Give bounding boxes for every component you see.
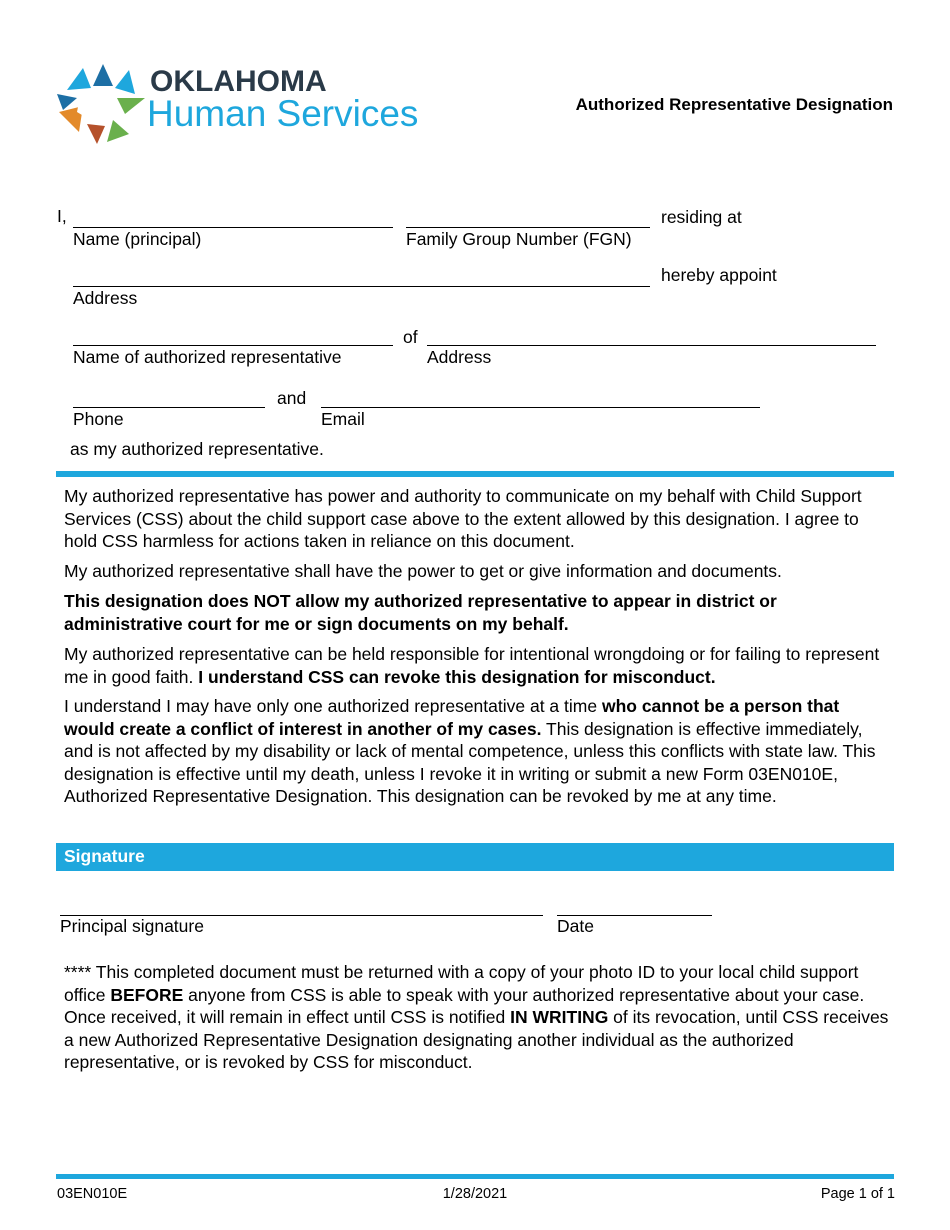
notice-bold-before: BEFORE [110, 984, 184, 1005]
text-of: of [403, 327, 418, 347]
paragraph-info: My authorized representative shall have the power to get or give information and documents. [64, 561, 782, 581]
form-title: Authorized Representative Designation [575, 95, 893, 114]
notice-text-a: **** This completed document must be returned with a copy of your photo ID to your local child support office [64, 962, 859, 1005]
email-field[interactable] [321, 407, 760, 408]
p5-text-a: I understand I may have only one authorized representative at a time [64, 696, 602, 716]
label-principal-signature: Principal signature [60, 916, 204, 936]
label-rep-address: Address [427, 347, 492, 367]
notice-text-e: of its revocation, until CSS receives a new Authorized Representative Designation designating another individual as the authorized representative, or is revoked by CSS for misconduct. [64, 1007, 889, 1072]
section-divider [56, 471, 894, 477]
p4-text: My authorized representative can be held responsible for intentional wrongdoing or for failing to represent me in good faith. [64, 644, 880, 687]
paragraph-responsibility [64, 643, 894, 688]
star-logo-icon [57, 62, 147, 146]
label-address: Address [73, 288, 138, 308]
signature-section-header [56, 843, 894, 871]
text-residing-at: residing at [661, 207, 742, 227]
footer-form-number: 03EN010E [57, 1186, 128, 1202]
p4-bold: I understand CSS can revoke this designation for misconduct. [198, 666, 716, 687]
notice-paragraph [64, 961, 894, 1074]
label-name-principal: Name (principal) [73, 229, 202, 249]
notice-text-c: anyone from CSS is able to speak with your authorized representative about your case. Once received, it will remain in effect until CSS is notified [64, 984, 865, 1027]
p5-bold: who cannot be a person that would create a conflict of interest in another of my cases. [64, 696, 840, 739]
logo-line1: OKLAHOMA [150, 65, 327, 98]
notice-bold-in-writing: IN WRITING [510, 1007, 609, 1027]
paragraph-one-rep [64, 695, 894, 808]
rep-address-field[interactable] [427, 345, 876, 346]
logo-line2: Human Services [147, 93, 419, 134]
paragraph-not-allowed: This designation does NOT allow my authorized representative to appear in district or administrative court for me or sign documents on my behalf. [64, 591, 777, 634]
signature-section-title: Signature [64, 846, 145, 866]
label-fgn: Family Group Number (FGN) [406, 229, 632, 249]
p5-text-c: This designation is effective immediately, and is not affected by my disability or lack of mental competence, unless this conflicts with state law. This designation is effective until my death, unless I revoke it in writing or submit a new Form 03EN010E, Authorized Representative Designation. This designation can be revoked by me at any time. [64, 718, 876, 806]
agency-logo [57, 62, 442, 146]
label-email: Email [321, 409, 365, 429]
text-and: and [277, 388, 307, 408]
principal-address-field[interactable] [73, 286, 650, 287]
footer-date: 1/28/2021 [442, 1186, 508, 1202]
footer-page-number: Page 1 of 1 [820, 1186, 895, 1202]
closing-statement: as my authorized representative. [70, 439, 324, 459]
paragraph-power: My authorized representative has power and authority to communicate on my behalf with Child Support Services (CSS) about the child support case above to the extent allowed by this designation. I agree to hold CSS harmless for actions taken in reliance on this document. [64, 486, 862, 551]
label-rep-name: Name of authorized representative [73, 347, 342, 367]
prefix-i: I, [57, 206, 67, 226]
text-hereby-appoint: hereby appoint [661, 265, 777, 285]
label-phone: Phone [73, 409, 124, 429]
label-date: Date [557, 916, 594, 936]
footer-divider [56, 1174, 894, 1179]
